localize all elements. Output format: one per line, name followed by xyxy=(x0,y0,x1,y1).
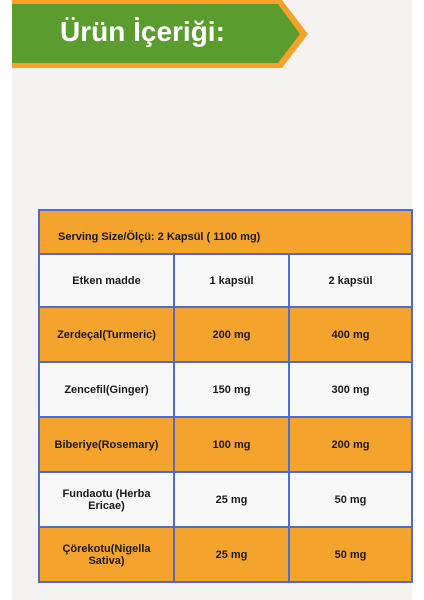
serving-row xyxy=(39,210,412,254)
ingredient-table-container xyxy=(38,209,412,583)
header-cell-1-capsule: 1 kapsül xyxy=(174,254,289,307)
title-banner xyxy=(12,0,308,68)
dose-2-capsule-cell: 50 mg xyxy=(289,527,412,582)
page-title: Ürün İçeriği: xyxy=(60,16,225,47)
table-row xyxy=(39,307,412,362)
dose-1-capsule-cell: 25 mg xyxy=(174,472,289,527)
ingredient-name-cell: Zerdeçal(Turmeric) xyxy=(39,307,174,362)
dose-2-capsule-cell: 300 mg xyxy=(289,362,412,417)
ingredient-name-cell: Biberiye(Rosemary) xyxy=(39,417,174,472)
header-cell-ingredient: Etken madde xyxy=(39,254,174,307)
table-row xyxy=(39,417,412,472)
header-cell-2-capsule: 2 kapsül xyxy=(289,254,412,307)
table-row xyxy=(39,527,412,582)
ingredient-name-cell: Zencefil(Ginger) xyxy=(39,362,174,417)
table-row xyxy=(39,362,412,417)
serving-size-cell: Serving Size/Ölçü: 2 Kapsül ( 1100 mg) xyxy=(39,210,412,254)
table-row xyxy=(39,472,412,527)
table-header-row xyxy=(39,254,412,307)
ingredient-name-cell: Çörekotu(Nigella Sativa) xyxy=(39,527,174,582)
ingredient-name-cell: Fundaotu (Herba Ericae) xyxy=(39,472,174,527)
dose-2-capsule-cell: 50 mg xyxy=(289,472,412,527)
dose-2-capsule-cell: 400 mg xyxy=(289,307,412,362)
dose-2-capsule-cell: 200 mg xyxy=(289,417,412,472)
dose-1-capsule-cell: 150 mg xyxy=(174,362,289,417)
dose-1-capsule-cell: 100 mg xyxy=(174,417,289,472)
dose-1-capsule-cell: 25 mg xyxy=(174,527,289,582)
ingredient-table xyxy=(38,209,413,583)
dose-1-capsule-cell: 200 mg xyxy=(174,307,289,362)
